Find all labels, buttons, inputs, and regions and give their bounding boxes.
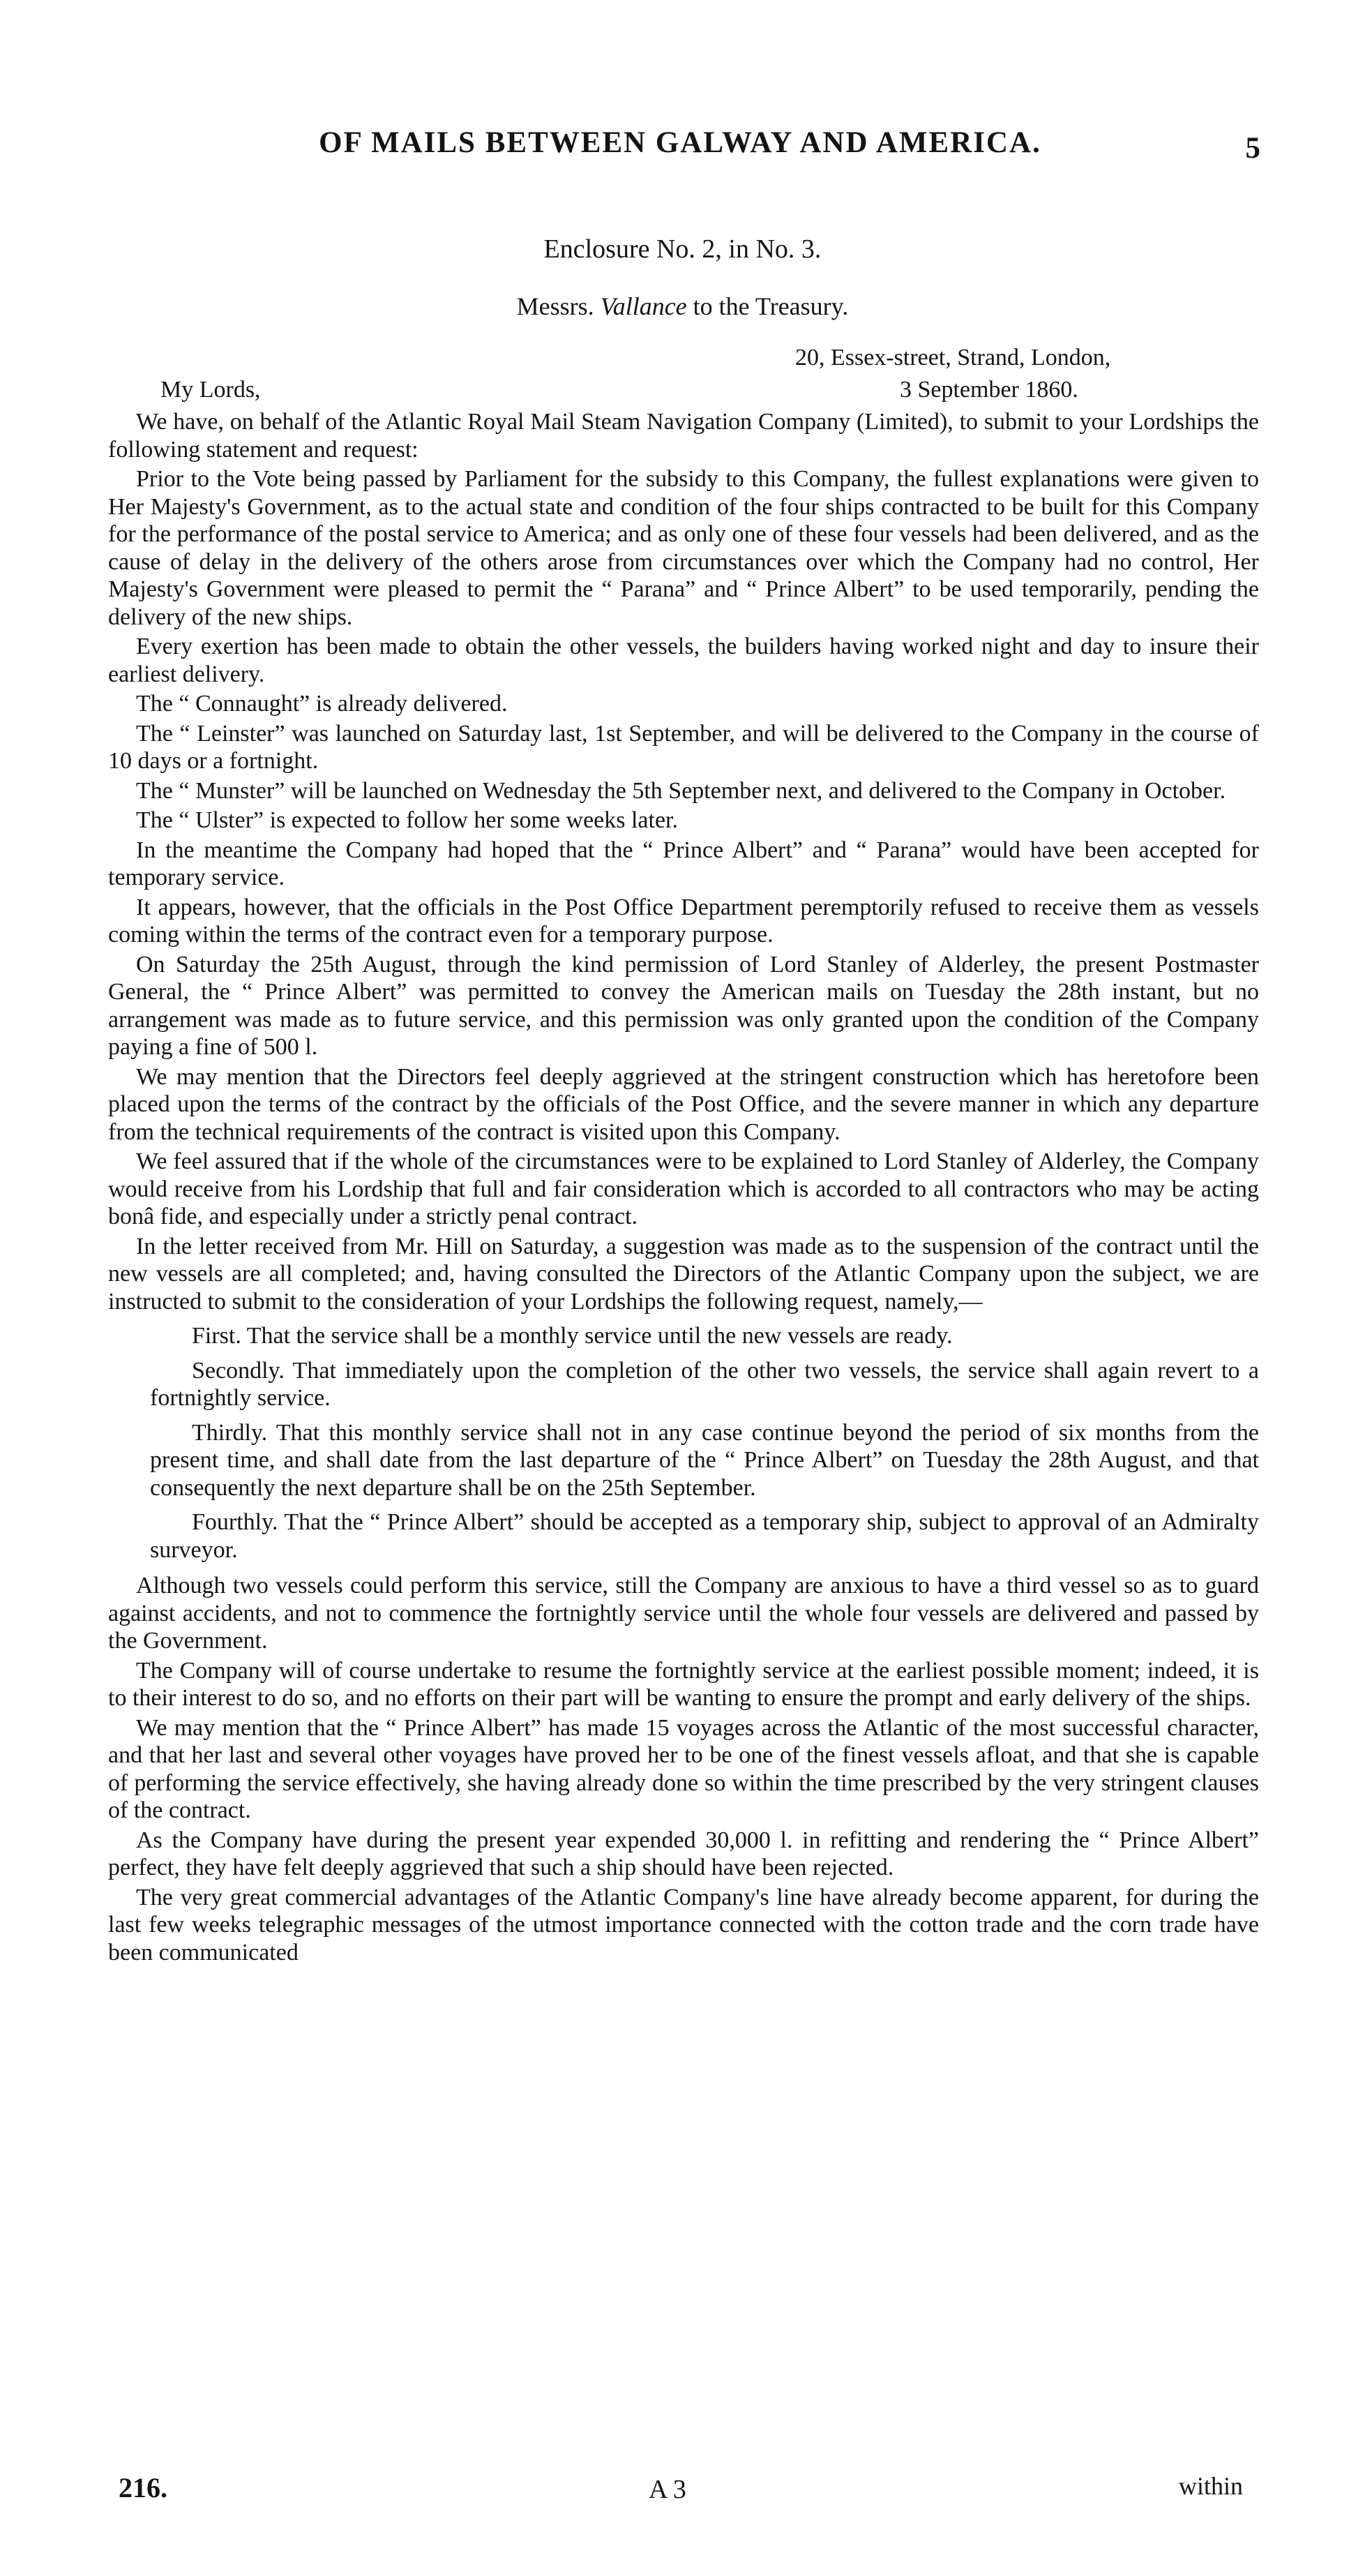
page-number: 5 xyxy=(1245,132,1260,165)
paragraph: The “ Connaught” is already delivered. xyxy=(136,691,508,717)
paragraph: We have, on behalf of the Atlantic Royal Mail Steam Navigation Company (Limited), to submit to your Lordships the following statement and request: xyxy=(108,409,1259,463)
letter-body xyxy=(108,408,1259,1968)
request-item: Thirdly. That this monthly service shall not in any case continue beyond the period of six months from the present time, and shall date from the last departure of the “ Prince Albert” on Tuesday the 28th August, and that consequently the next departure shall be on the 25th September. xyxy=(150,1419,1259,1501)
paragraph: The “ Leinster” was launched on Saturday last, 1st September, and will be delivered to the Company in the course of 10 days or a fortnight. xyxy=(108,720,1259,774)
to-recipient: to the Treasury. xyxy=(693,292,849,320)
paragraph: It appears, however, that the officials in the Post Office Department peremptorily refused to receive them as vessels coming within the terms of the contract even for a temporary purpose. xyxy=(108,894,1259,948)
paragraph: The “ Ulster” is expected to follow her some weeks later. xyxy=(136,807,679,833)
from-prefix: Messrs. xyxy=(516,292,594,320)
request-item: Secondly. That immediately upon the completion of the other two vessels, the service shall again revert to a fortnightly service. xyxy=(150,1357,1259,1411)
paragraph: The Company will of course undertake to resume the fortnightly service at the earliest possible moment; indeed, it is to their interest to do so, and no efforts on their part will be wanting to ensure the prompt and early delivery of the ships. xyxy=(108,1657,1259,1711)
footer-signature-mark: A 3 xyxy=(649,2475,686,2504)
from-name: Vallance xyxy=(600,292,687,320)
paragraph: As the Company have during the present year expended 30,000 l. in refitting and rendering the “ Prince Albert” perfect, they have felt deeply aggrieved that such a ship should have been rejected. xyxy=(108,1827,1259,1880)
paragraph: We feel assured that if the whole of the circumstances were to be explained to Lord Stanley of Alderley, the Company would receive from his Lordship that full and fair consideration which is accorded to all contractors who may be acting bonâ fide, and especially under a strictly penal contract. xyxy=(108,1148,1259,1229)
paragraph: The very great commercial advantages of the Atlantic Company's line have already become apparent, for during the last few weeks telegraphic messages of the utmost importance connected with the cotton trade and the corn trade have been communicated xyxy=(108,1884,1259,1965)
paragraph: Although two vessels could perform this service, still the Company are anxious to have a third vessel so as to guard against accidents, and not to commence the fortnightly service until the whole four vessels are delivered and passed by the Government. xyxy=(108,1573,1259,1654)
request-item: Fourthly. That the “ Prince Albert” should be accepted as a temporary ship, subject to approval of an Admiralty surveyor. xyxy=(150,1509,1259,1563)
footer-document-number: 216. xyxy=(119,2472,167,2503)
paragraph: The “ Munster” will be launched on Wednesday the 5th September next, and delivered to the Company in October. xyxy=(136,777,1226,804)
paragraph: On Saturday the 25th August, through the kind permission of Lord Stanley of Alderley, the present Postmaster General, the “ Prince Albert” was permitted to convey the American mails on Tuesday the 28th instant, but no arrangement was made as to future service, and this permission was only granted upon the condition of the Company paying a fine of 500 l. xyxy=(108,951,1259,1060)
request-item: First. That the service shall be a monthly service until the new vessels are ready. xyxy=(192,1323,953,1349)
footer-catchword: within xyxy=(1179,2472,1244,2500)
paragraph: We may mention that the Directors feel deeply aggrieved at the stringent construction which has heretofore been placed upon the terms of the contract by the officials of the Post Office, and the severe manner in which any departure from the technical requirements of the contract is visited upon this Company. xyxy=(108,1063,1259,1145)
paragraph: Every exertion has been made to obtain the other vessels, the builders having worked night and day to insure their earliest delivery. xyxy=(108,634,1259,687)
running-title: OF MAILS BETWEEN GALWAY AND AMERICA. xyxy=(319,126,1041,159)
paragraph: We may mention that the “ Prince Albert” has made 15 voyages across the Atlantic of the most successful character, and that her last and several other voyages have proved her to be one of the finest vessels afloat, and that she is capable of performing the service effectively, she having already done so within the time prescribed by the very stringent clauses of the contract. xyxy=(108,1714,1259,1823)
letter-date: 3 September 1860. xyxy=(900,377,1078,403)
letter-from-to xyxy=(0,292,1365,321)
paragraph: In the meantime the Company had hoped that the “ Prince Albert” and “ Parana” would have been accepted for temporary service. xyxy=(108,837,1259,890)
enclosure-heading: Enclosure No. 2, in No. 3. xyxy=(543,234,822,264)
paragraph: Prior to the Vote being passed by Parliament for the subsidy to this Company, the fullest explanations were given to Her Majesty's Government, as to the actual state and condition of the four ships contracted to be built for this Company for the performance of the postal service to America; and as only one of these four vessels had been delivered, and as the cause of delay in the delivery of the others arose from circumstances over which the Company had no control, Her Majesty's Government were pleased to permit the “ Parana” and “ Prince Albert” to be used temporarily, pending the delivery of the new ships. xyxy=(108,466,1259,630)
request-list xyxy=(150,1322,1259,1564)
salutation: My Lords, xyxy=(160,377,261,403)
sender-address: 20, Essex-street, Strand, London, xyxy=(795,345,1111,370)
paragraph: In the letter received from Mr. Hill on Saturday, a suggestion was made as to the suspension of the contract until the new vessels are all completed; and, having consulted the Directors of the Atlantic Company upon the subject, we are instructed to submit to the consideration of your Lordships the following request, namely,— xyxy=(108,1233,1259,1315)
